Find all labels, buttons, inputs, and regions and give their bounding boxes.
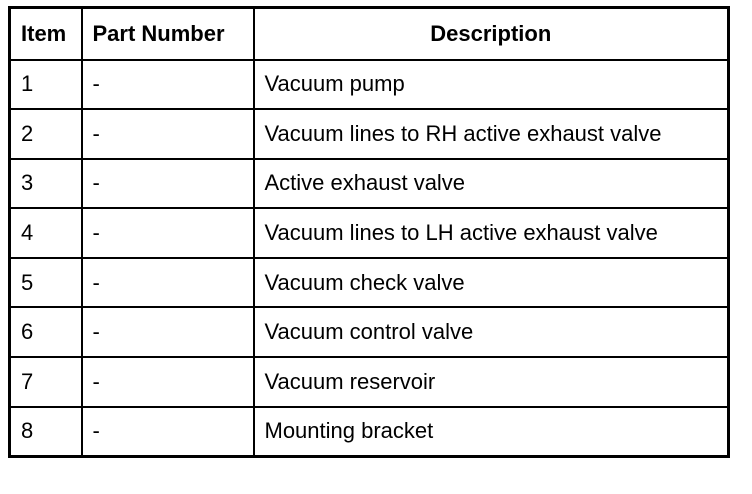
table-row [10, 109, 729, 159]
cell-part-number: - [82, 208, 254, 258]
header-description: Description [254, 8, 729, 60]
cell-description: Vacuum check valve [254, 258, 729, 308]
cell-description: Vacuum lines to LH active exhaust valve [254, 208, 729, 258]
table-header [10, 8, 729, 60]
cell-part-number: - [82, 258, 254, 308]
cell-item: 2 [10, 109, 82, 159]
table-row [10, 407, 729, 457]
cell-description: Vacuum control valve [254, 307, 729, 357]
table-row [10, 258, 729, 308]
cell-part-number: - [82, 60, 254, 110]
table-row [10, 159, 729, 209]
cell-description: Vacuum pump [254, 60, 729, 110]
cell-part-number: - [82, 109, 254, 159]
table-row [10, 357, 729, 407]
cell-part-number: - [82, 407, 254, 457]
cell-item: 8 [10, 407, 82, 457]
header-part-number: Part Number [82, 8, 254, 60]
cell-item: 6 [10, 307, 82, 357]
cell-description: Mounting bracket [254, 407, 729, 457]
cell-item: 7 [10, 357, 82, 407]
cell-description: Vacuum reservoir [254, 357, 729, 407]
cell-part-number: - [82, 159, 254, 209]
cell-item: 1 [10, 60, 82, 110]
cell-description: Active exhaust valve [254, 159, 729, 209]
cell-item: 5 [10, 258, 82, 308]
header-item: Item [10, 8, 82, 60]
table-row [10, 208, 729, 258]
table-body [10, 60, 729, 457]
cell-item: 3 [10, 159, 82, 209]
cell-item: 4 [10, 208, 82, 258]
table-row [10, 60, 729, 110]
parts-table [8, 6, 730, 458]
cell-description: Vacuum lines to RH active exhaust valve [254, 109, 729, 159]
cell-part-number: - [82, 357, 254, 407]
header-row [10, 8, 729, 60]
table-row [10, 307, 729, 357]
cell-part-number: - [82, 307, 254, 357]
